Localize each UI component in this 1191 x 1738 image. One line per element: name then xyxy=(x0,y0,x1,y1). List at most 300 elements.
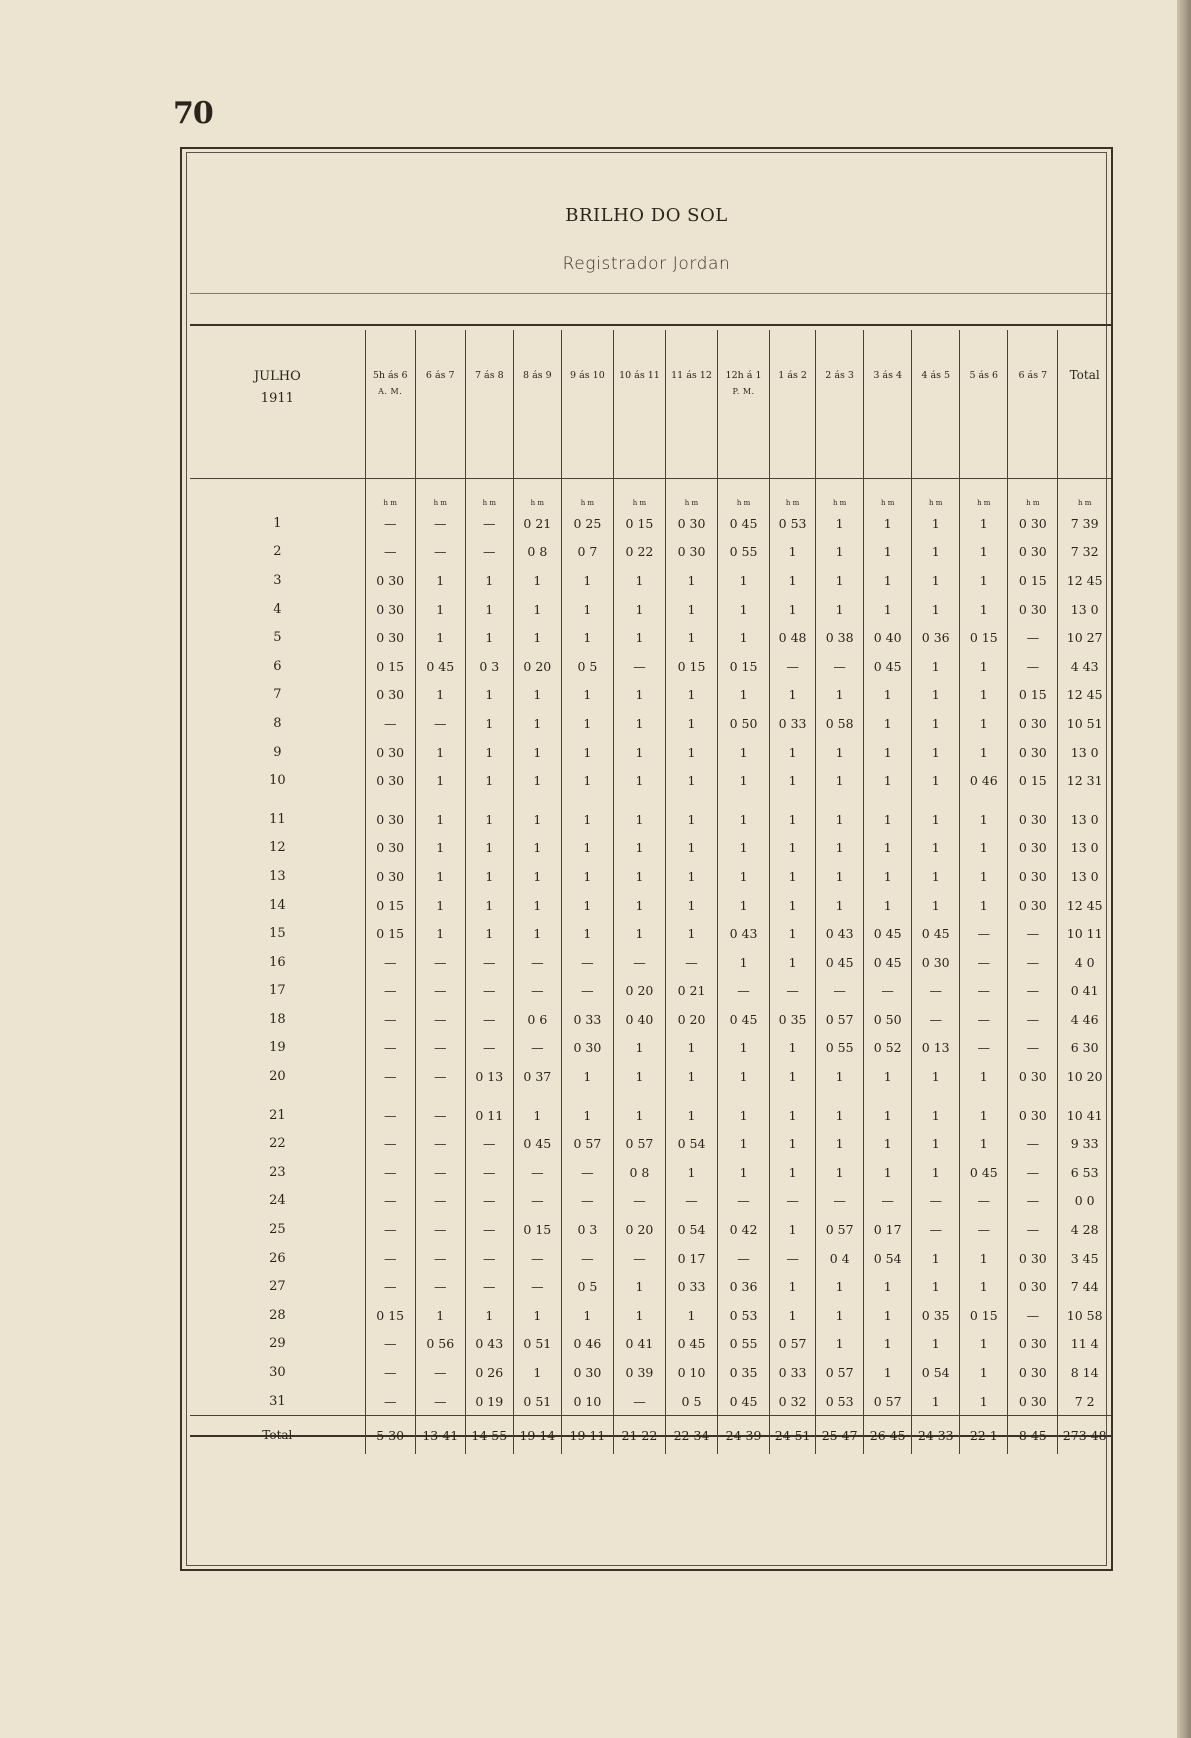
value-cell: 0 10 xyxy=(561,1387,613,1416)
value-cell: 1 xyxy=(912,862,960,891)
column-header xyxy=(665,330,717,479)
value-cell: 0 53 xyxy=(770,509,816,538)
value-cell: 1 xyxy=(561,834,613,863)
day-cell: 18 xyxy=(269,1011,286,1027)
value-cell: 1 xyxy=(613,709,665,738)
total-cell: 14 55 xyxy=(465,1416,513,1455)
value-cell: 1 xyxy=(718,566,770,595)
value-cell: — xyxy=(365,1158,415,1187)
value-cell: — xyxy=(665,948,717,977)
value-cell: 1 xyxy=(613,623,665,652)
value-cell: 1 xyxy=(718,1034,770,1063)
value-cell: — xyxy=(960,1034,1008,1063)
column-header-label: 6 ás 7 xyxy=(425,370,455,381)
value-cell: — xyxy=(718,1187,770,1216)
gap-cell xyxy=(1058,795,1111,805)
value-cell: — xyxy=(561,1158,613,1187)
value-cell: 1 xyxy=(465,623,513,652)
value-cell: 0 30 xyxy=(1008,709,1058,738)
table-row xyxy=(190,1005,1111,1034)
value-cell: 1 xyxy=(415,681,465,710)
day-cell: 25 xyxy=(269,1222,286,1238)
value-cell: 0 3 xyxy=(561,1215,613,1244)
value-cell: 1 xyxy=(561,1101,613,1130)
column-header xyxy=(960,330,1008,479)
value-cell: — xyxy=(415,1272,465,1301)
unit-label: h m xyxy=(415,479,465,510)
value-cell: 0 54 xyxy=(665,1215,717,1244)
value-cell: 1 xyxy=(816,1301,864,1330)
day-cell: 3 xyxy=(273,572,282,588)
gap-cell xyxy=(960,795,1008,805)
day-cell: 17 xyxy=(269,983,286,999)
value-cell: 0 30 xyxy=(1008,538,1058,567)
row-gap xyxy=(190,795,1111,805)
column-header-label: 7 ás 8 xyxy=(474,370,504,381)
value-cell: 0 57 xyxy=(816,1005,864,1034)
value-cell: 0 15 xyxy=(960,1301,1008,1330)
value-cell: 0 3 xyxy=(465,652,513,681)
value-cell: 0 30 xyxy=(365,595,415,624)
value-cell: — xyxy=(365,509,415,538)
value-cell: 1 xyxy=(718,1129,770,1158)
column-header xyxy=(1008,330,1058,479)
value-cell: 1 xyxy=(864,766,912,795)
value-cell: 1 xyxy=(561,595,613,624)
value-cell: 4 0 xyxy=(1058,948,1111,977)
gap-cell xyxy=(561,1091,613,1101)
table-row xyxy=(190,1034,1111,1063)
value-cell: 0 15 xyxy=(365,652,415,681)
day-cell: 2 xyxy=(273,544,282,560)
value-cell: 0 55 xyxy=(718,538,770,567)
table-row xyxy=(190,681,1111,710)
value-cell: 0 30 xyxy=(1008,1101,1058,1130)
value-cell: 0 32 xyxy=(770,1387,816,1416)
value-cell: 1 xyxy=(561,862,613,891)
value-cell: 1 xyxy=(816,1158,864,1187)
value-cell: 1 xyxy=(912,834,960,863)
value-cell: 0 30 xyxy=(1008,595,1058,624)
value-cell: — xyxy=(912,977,960,1006)
value-cell: 0 30 xyxy=(365,862,415,891)
value-cell: — xyxy=(365,1187,415,1216)
value-cell: 7 32 xyxy=(1058,538,1111,567)
value-cell: 4 46 xyxy=(1058,1005,1111,1034)
value-cell: — xyxy=(1008,1005,1058,1034)
unit-label: h m xyxy=(665,479,717,510)
value-cell: 1 xyxy=(864,891,912,920)
value-cell: 1 xyxy=(613,1101,665,1130)
unit-label: h m xyxy=(816,479,864,510)
gap-cell xyxy=(465,1091,513,1101)
value-cell: 1 xyxy=(513,709,561,738)
table-row xyxy=(190,709,1111,738)
value-cell: 1 xyxy=(415,1301,465,1330)
value-cell: 0 20 xyxy=(613,1215,665,1244)
value-cell: 0 53 xyxy=(816,1387,864,1416)
value-cell: — xyxy=(613,1244,665,1273)
value-cell: 0 45 xyxy=(864,919,912,948)
value-cell: 0 30 xyxy=(365,738,415,767)
value-cell: — xyxy=(365,1062,415,1091)
day-cell: 7 xyxy=(273,687,282,703)
value-cell: 1 xyxy=(960,509,1008,538)
value-cell: 1 xyxy=(816,1272,864,1301)
value-cell: — xyxy=(912,1187,960,1216)
value-cell: 1 xyxy=(513,681,561,710)
value-cell: 0 15 xyxy=(365,1301,415,1330)
day-cell: 24 xyxy=(269,1193,286,1209)
value-cell: 0 45 xyxy=(513,1129,561,1158)
table-row xyxy=(190,766,1111,795)
value-cell: — xyxy=(415,1215,465,1244)
value-cell: 1 xyxy=(816,1129,864,1158)
day-cell: 5 xyxy=(273,630,282,646)
value-cell: — xyxy=(816,1187,864,1216)
value-cell: 1 xyxy=(816,681,864,710)
page-subtitle: Registrador Jordan xyxy=(562,254,731,274)
page-number: 70 xyxy=(173,96,213,131)
value-cell: 1 xyxy=(864,566,912,595)
value-cell: — xyxy=(365,1358,415,1387)
value-cell: 1 xyxy=(613,805,665,834)
value-cell: 1 xyxy=(960,709,1008,738)
value-cell: 13 0 xyxy=(1058,834,1111,863)
value-cell: 0 45 xyxy=(816,948,864,977)
value-cell: 0 26 xyxy=(465,1358,513,1387)
unit-label: h m xyxy=(613,479,665,510)
value-cell: 1 xyxy=(912,1272,960,1301)
day-cell: 1 xyxy=(273,515,282,531)
value-cell: — xyxy=(465,1187,513,1216)
day-cell: 4 xyxy=(273,601,282,617)
value-cell: 1 xyxy=(912,1062,960,1091)
day-cell: 9 xyxy=(273,744,282,760)
column-header-label: 2 ás 3 xyxy=(825,370,854,381)
value-cell: — xyxy=(718,1244,770,1273)
value-cell: 1 xyxy=(864,1301,912,1330)
value-cell: — xyxy=(465,977,513,1006)
value-cell: 6 53 xyxy=(1058,1158,1111,1187)
value-cell: 1 xyxy=(864,1358,912,1387)
gap-cell xyxy=(513,795,561,805)
value-cell: 0 15 xyxy=(1008,566,1058,595)
day-cell: 12 xyxy=(269,840,286,856)
day-cell: 28 xyxy=(269,1307,286,1323)
column-header xyxy=(718,330,770,479)
value-cell: — xyxy=(513,948,561,977)
value-cell: 0 54 xyxy=(665,1129,717,1158)
value-cell: 0 30 xyxy=(1008,1358,1058,1387)
value-cell: 0 30 xyxy=(365,766,415,795)
value-cell: 1 xyxy=(960,1062,1008,1091)
value-cell: 0 40 xyxy=(613,1005,665,1034)
value-cell: 12 31 xyxy=(1058,766,1111,795)
value-cell: 1 xyxy=(718,1101,770,1130)
value-cell: 0 45 xyxy=(864,948,912,977)
value-cell: — xyxy=(960,977,1008,1006)
value-cell: 1 xyxy=(816,1101,864,1130)
value-cell: 1 xyxy=(665,1158,717,1187)
value-cell: 1 xyxy=(415,891,465,920)
unit-label: h m xyxy=(365,479,415,510)
value-cell: 0 41 xyxy=(613,1330,665,1359)
day-cell: 14 xyxy=(269,897,286,913)
value-cell: 1 xyxy=(816,738,864,767)
value-cell: 1 xyxy=(665,1301,717,1330)
value-cell: — xyxy=(561,977,613,1006)
value-cell: 10 27 xyxy=(1058,623,1111,652)
value-cell: — xyxy=(365,948,415,977)
value-cell: — xyxy=(415,1062,465,1091)
value-cell: 1 xyxy=(770,566,816,595)
table-row xyxy=(190,805,1111,834)
day-cell: 16 xyxy=(269,954,286,970)
value-cell: — xyxy=(365,1244,415,1273)
value-cell: 0 41 xyxy=(1058,977,1111,1006)
gap-cell xyxy=(912,795,960,805)
value-cell: 1 xyxy=(613,1062,665,1091)
value-cell: — xyxy=(365,1387,415,1416)
value-cell: 0 30 xyxy=(365,566,415,595)
value-cell: 0 13 xyxy=(465,1062,513,1091)
value-cell: 8 14 xyxy=(1058,1358,1111,1387)
header-rule xyxy=(190,293,1111,294)
value-cell: 1 xyxy=(718,766,770,795)
column-header-label: 11 ás 12 xyxy=(671,370,712,381)
value-cell: 0 58 xyxy=(816,709,864,738)
value-cell: — xyxy=(513,1187,561,1216)
value-cell: 1 xyxy=(864,1062,912,1091)
value-cell: 10 58 xyxy=(1058,1301,1111,1330)
value-cell: — xyxy=(864,1187,912,1216)
value-cell: — xyxy=(770,977,816,1006)
column-header xyxy=(613,330,665,479)
value-cell: 1 xyxy=(665,891,717,920)
value-cell: 0 30 xyxy=(1008,1244,1058,1273)
value-cell: 0 30 xyxy=(1008,891,1058,920)
gap-cell xyxy=(864,795,912,805)
value-cell: 1 xyxy=(912,1158,960,1187)
gap-cell xyxy=(190,795,365,805)
value-cell: 0 54 xyxy=(912,1358,960,1387)
value-cell: 0 38 xyxy=(816,623,864,652)
month-header xyxy=(190,330,365,479)
month-label: JULHO xyxy=(253,369,301,384)
value-cell: 12 45 xyxy=(1058,681,1111,710)
value-cell: 1 xyxy=(960,1387,1008,1416)
value-cell: 0 30 xyxy=(1008,738,1058,767)
total-cell: 19 14 xyxy=(513,1416,561,1455)
page-title: BRILHO DO SOL xyxy=(565,205,728,226)
value-cell: — xyxy=(1008,1187,1058,1216)
value-cell: 1 xyxy=(770,862,816,891)
header-row xyxy=(190,330,1111,479)
value-cell: 1 xyxy=(665,566,717,595)
value-cell: 1 xyxy=(816,834,864,863)
column-header-label: 6 ás 7 xyxy=(1018,370,1048,381)
page-edge xyxy=(1177,0,1191,1738)
value-cell: 1 xyxy=(613,1272,665,1301)
value-cell: 1 xyxy=(665,834,717,863)
value-cell: 0 21 xyxy=(665,977,717,1006)
day-cell: 31 xyxy=(269,1393,286,1409)
value-cell: 7 44 xyxy=(1058,1272,1111,1301)
value-cell: 1 xyxy=(513,738,561,767)
value-cell: — xyxy=(465,1005,513,1034)
value-cell: 0 30 xyxy=(1008,862,1058,891)
value-cell: 1 xyxy=(613,738,665,767)
value-cell: 1 xyxy=(665,766,717,795)
value-cell: 1 xyxy=(665,1034,717,1063)
value-cell: 0 39 xyxy=(613,1358,665,1387)
column-header-label: Total xyxy=(1069,368,1100,382)
gap-cell xyxy=(816,795,864,805)
value-cell: 0 33 xyxy=(770,709,816,738)
gap-cell xyxy=(960,1091,1008,1101)
value-cell: 1 xyxy=(718,891,770,920)
table-row xyxy=(190,834,1111,863)
table-row xyxy=(190,595,1111,624)
value-cell: — xyxy=(513,1244,561,1273)
value-cell: 1 xyxy=(513,805,561,834)
value-cell: 0 19 xyxy=(465,1387,513,1416)
gap-cell xyxy=(718,795,770,805)
column-header xyxy=(770,330,816,479)
header-rule-thick xyxy=(190,324,1111,326)
value-cell: 1 xyxy=(513,1358,561,1387)
value-cell: 1 xyxy=(864,1272,912,1301)
value-cell: — xyxy=(415,977,465,1006)
table-row xyxy=(190,1272,1111,1301)
value-cell: 1 xyxy=(912,1330,960,1359)
value-cell: 0 40 xyxy=(864,623,912,652)
value-cell: — xyxy=(1008,1129,1058,1158)
value-cell: 0 30 xyxy=(1008,1062,1058,1091)
column-header xyxy=(513,330,561,479)
value-cell: 0 30 xyxy=(365,623,415,652)
value-cell: 0 53 xyxy=(718,1301,770,1330)
column-header xyxy=(816,330,864,479)
value-cell: 10 11 xyxy=(1058,919,1111,948)
value-cell: — xyxy=(1008,623,1058,652)
value-cell: 0 17 xyxy=(665,1244,717,1273)
value-cell: 13 0 xyxy=(1058,862,1111,891)
day-cell: 8 xyxy=(273,715,282,731)
value-cell: 0 17 xyxy=(864,1215,912,1244)
value-cell: — xyxy=(465,948,513,977)
value-cell: 0 4 xyxy=(816,1244,864,1273)
value-cell: 4 28 xyxy=(1058,1215,1111,1244)
value-cell: 0 30 xyxy=(1008,1330,1058,1359)
unit-label: h m xyxy=(718,479,770,510)
gap-cell xyxy=(365,795,415,805)
value-cell: 0 6 xyxy=(513,1005,561,1034)
value-cell: 1 xyxy=(465,891,513,920)
column-header xyxy=(912,330,960,479)
value-cell: — xyxy=(415,509,465,538)
value-cell: 1 xyxy=(665,919,717,948)
value-cell: 1 xyxy=(770,1272,816,1301)
table-row xyxy=(190,538,1111,567)
value-cell: 1 xyxy=(864,1101,912,1130)
value-cell: 1 xyxy=(816,862,864,891)
sunshine-table xyxy=(190,330,1111,1454)
value-cell: 0 15 xyxy=(1008,766,1058,795)
value-cell: 1 xyxy=(465,834,513,863)
value-cell: 11 4 xyxy=(1058,1330,1111,1359)
value-cell: 0 30 xyxy=(1008,805,1058,834)
value-cell: 1 xyxy=(960,1330,1008,1359)
value-cell: 0 15 xyxy=(365,891,415,920)
value-cell: — xyxy=(415,1005,465,1034)
value-cell: — xyxy=(1008,1034,1058,1063)
value-cell: — xyxy=(613,652,665,681)
value-cell: 0 30 xyxy=(1008,834,1058,863)
total-cell: 5 30 xyxy=(365,1416,415,1455)
value-cell: 1 xyxy=(864,1129,912,1158)
value-cell: 1 xyxy=(613,891,665,920)
value-cell: 1 xyxy=(864,834,912,863)
value-cell: 1 xyxy=(513,1301,561,1330)
value-cell: 0 35 xyxy=(718,1358,770,1387)
table-row xyxy=(190,509,1111,538)
value-cell: 1 xyxy=(770,595,816,624)
value-cell: 1 xyxy=(770,1301,816,1330)
day-cell: 22 xyxy=(269,1136,286,1152)
value-cell: 1 xyxy=(770,738,816,767)
value-cell: 0 55 xyxy=(816,1034,864,1063)
day-cell: 26 xyxy=(269,1250,286,1266)
value-cell: 1 xyxy=(561,566,613,595)
value-cell: 0 33 xyxy=(665,1272,717,1301)
unit-label: h m xyxy=(513,479,561,510)
value-cell: 1 xyxy=(718,834,770,863)
value-cell: 1 xyxy=(816,891,864,920)
value-cell: 0 57 xyxy=(816,1358,864,1387)
units-spacer xyxy=(190,479,365,510)
column-header-label: 5 ás 6 xyxy=(969,370,999,381)
value-cell: 1 xyxy=(816,1062,864,1091)
value-cell: 10 41 xyxy=(1058,1101,1111,1130)
total-cell: 22 1 xyxy=(960,1416,1008,1455)
day-cell: 19 xyxy=(269,1040,286,1056)
value-cell: — xyxy=(1008,1215,1058,1244)
gap-cell xyxy=(613,1091,665,1101)
value-cell: 10 20 xyxy=(1058,1062,1111,1091)
value-cell: 1 xyxy=(513,766,561,795)
value-cell: 1 xyxy=(561,919,613,948)
day-cell: 13 xyxy=(269,868,286,884)
value-cell: 0 11 xyxy=(465,1101,513,1130)
value-cell: 1 xyxy=(912,1101,960,1130)
value-cell: 1 xyxy=(665,709,717,738)
value-cell: 1 xyxy=(513,566,561,595)
table-row xyxy=(190,891,1111,920)
value-cell: — xyxy=(365,977,415,1006)
table-row xyxy=(190,1358,1111,1387)
table-row xyxy=(190,1330,1111,1359)
value-cell: 0 8 xyxy=(613,1158,665,1187)
value-cell: 1 xyxy=(912,766,960,795)
value-cell: 1 xyxy=(912,738,960,767)
value-cell: 1 xyxy=(960,1358,1008,1387)
value-cell: 0 45 xyxy=(912,919,960,948)
value-cell: — xyxy=(770,652,816,681)
day-cell: 23 xyxy=(269,1164,286,1180)
value-cell: 0 15 xyxy=(365,919,415,948)
